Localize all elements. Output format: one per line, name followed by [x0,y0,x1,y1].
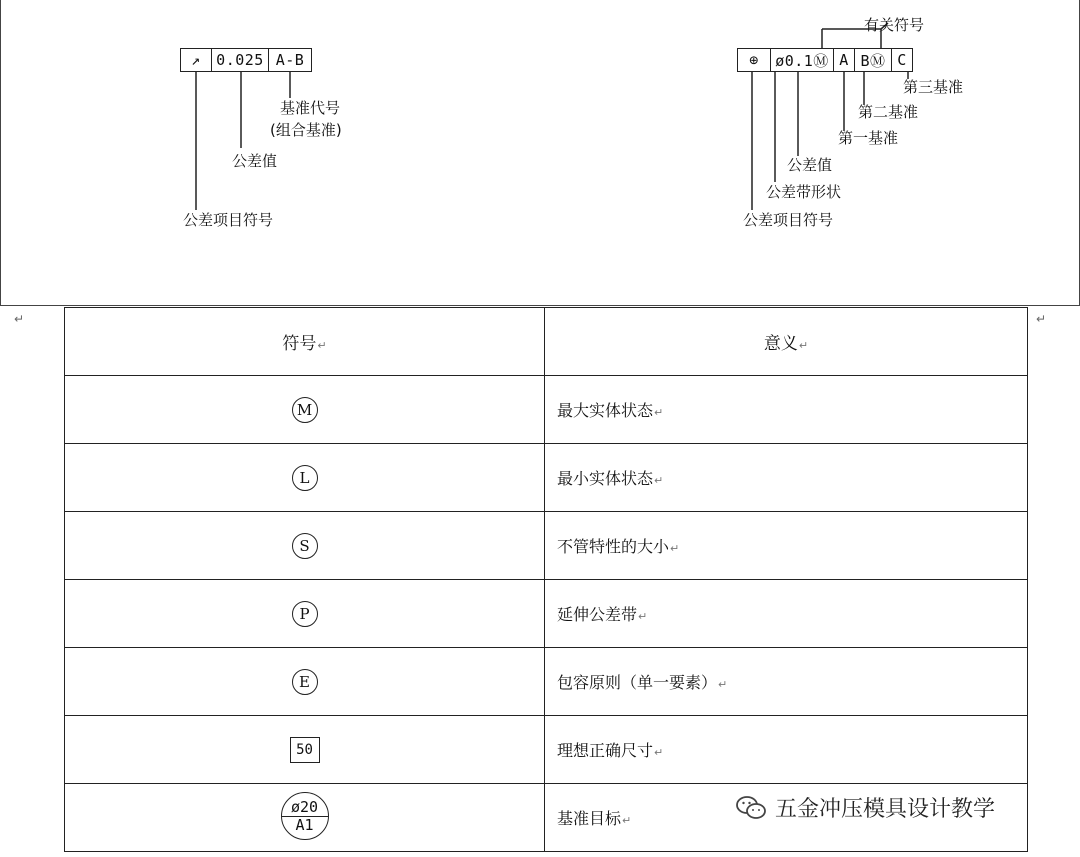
zone-shape-label: 公差带形状 [766,183,842,201]
third-datum-label: 第三基准 [903,78,964,96]
tolerance-value-label: 公差值 [232,152,278,170]
meaning-text: 不管特性的大小 [557,537,670,556]
table-row: 50 理想正确尺寸↵ [65,716,1028,784]
watermark-text: 五金冲压模具设计教学 [775,797,996,822]
table-row: M 最大实体状态↵ [65,376,1028,444]
tolerance-value-cell: 0.025 [212,49,269,71]
datum-code-label: 基准代号 [280,99,341,117]
datum-a-cell: A [834,49,855,71]
meaning-text: 基准目标 [557,809,622,828]
datum-cell: A-B [275,51,305,69]
runout-symbol-cell: ↗ [181,49,212,71]
combined-datum-label: (组合基准) [270,121,342,139]
right-leader-lines [720,15,980,225]
projected-zone-symbol: P [292,601,318,627]
header-meaning: 意义↵ [545,308,1028,376]
position-symbol-cell: ⊕ [738,49,771,71]
meaning-text: 最大实体状态 [557,401,654,420]
paragraph-mark-left: ↵ [14,312,25,326]
datum-c-cell: C [897,51,907,69]
meaning-text: 最小实体状态 [557,469,654,488]
table-row: S 不管特性的大小↵ [65,512,1028,580]
left-leader-lines [150,60,350,230]
watermark [735,792,995,823]
first-datum-label: 第一基准 [838,129,899,147]
mmc-symbol: M [292,397,318,423]
meaning-text: 理想正确尺寸 [557,741,654,760]
datum-b-cell: BⓂ [855,49,892,71]
second-datum-label: 第二基准 [858,103,919,121]
right-tolerance-value-label: 公差值 [787,156,833,174]
tolerance-symbol-label: 公差项目符号 [183,211,274,229]
table-row: E 包容原则（单一要素）↵ [65,648,1028,716]
basic-dimension-symbol: 50 [290,737,320,763]
paragraph-mark-right: ↵ [1036,312,1047,326]
table-row: L 最小实体状态↵ [65,444,1028,512]
rfs-symbol: S [292,533,318,559]
tolerance-zone-cell: ø0.1Ⓜ [771,49,834,71]
meaning-text: 包容原则（单一要素） [557,673,718,692]
datum-target-size: ø20 [290,797,319,816]
datum-target-symbol [281,792,329,840]
right-tolerance-symbol-label: 公差项目符号 [743,211,834,229]
header-symbol: 符号↵ [65,308,545,376]
datum-target-id: A1 [295,815,314,834]
related-symbol-label: 有关符号 [864,16,925,34]
table-header-row [65,308,1028,376]
envelope-symbol: E [292,669,318,695]
wechat-icon [735,794,767,822]
table-row: $\frac{ø20}{A1}$ 基准目标↵ [65,784,1028,852]
table-row: P 延伸公差带↵ [65,580,1028,648]
modifier-symbol-table [64,307,1028,852]
meaning-text: 延伸公差带 [557,605,638,624]
lmc-symbol: L [292,465,318,491]
